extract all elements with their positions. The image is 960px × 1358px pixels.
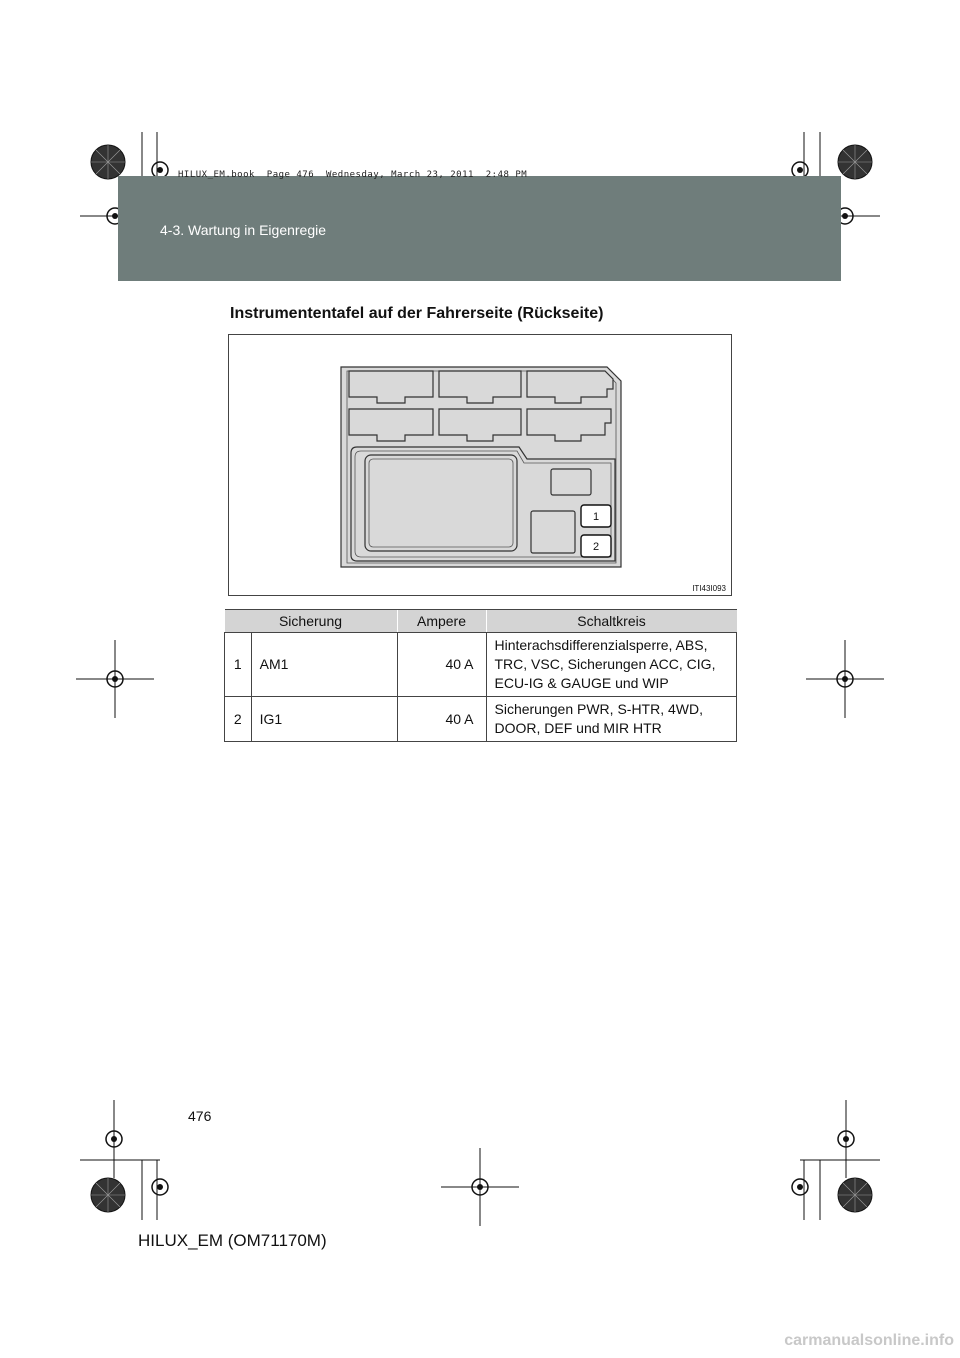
table-row [225,633,737,697]
fuse-ampere: 40 A [397,697,486,742]
fuse-number: 2 [225,697,252,742]
column-header-circuit: Schaltkreis [486,610,737,633]
fuse-name: AM1 [251,633,397,697]
fuse-name: IG1 [251,697,397,742]
fuse-circuit: Hinterachsdifferenzialsperre, ABS, TRC, VSC, Sicherungen ACC, CIG, ECU-IG & GAUGE und WIP [486,633,737,697]
page-title: Instrumententafel auf der Fahrerseite (Rückseite) [230,305,604,322]
fuse-box-diagram [228,334,732,596]
section-breadcrumb: 4-3. Wartung in Eigenregie [160,222,327,238]
fuse-circuit: Sicherungen PWR, S-HTR, 4WD, DOOR, DEF und MIR HTR [486,697,737,742]
column-header-fuse: Sicherung [225,610,398,633]
column-header-ampere: Ampere [397,610,486,633]
fuse-callout-2-label: 2 [592,541,600,553]
fuse-callout-1-label: 1 [592,511,600,523]
fuse-table [224,609,737,742]
fuse-box-illustration [229,335,731,595]
large-relay-block [365,455,517,551]
small-fuse-slot [531,511,575,553]
watermark: carmanualsonline.info [784,1332,954,1349]
table-header-row [225,610,737,633]
print-file-stamp: HILUX_EM.book Page 476 Wednesday, March 23, 2011 2:48 PM [178,170,528,180]
fuse-number: 1 [225,633,252,697]
figure-code: ITI43I093 [692,584,726,593]
table-row [225,697,737,742]
fuse-ampere: 40 A [397,633,486,697]
footer-model-code: HILUX_EM (OM71170M) [138,1231,327,1250]
page-number: 476 [188,1108,212,1124]
small-fuse-slot [551,469,591,495]
